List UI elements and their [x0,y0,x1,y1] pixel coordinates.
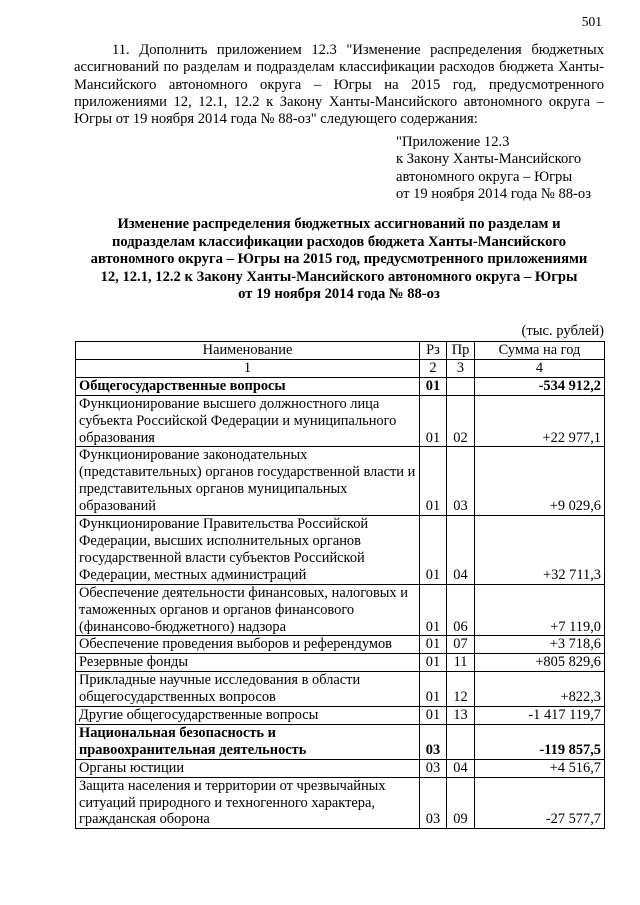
table-header-row [76,342,605,360]
row-name-cell: Защита населения и территории от чрезвычайных ситуаций природного и техногенного характера, гражданская оборона [76,777,420,829]
row-sum-cell: +22 977,1 [475,395,605,447]
row-name-cell: Функционирование Правительства Российской Федерации, высших исполнительных органов государственной власти субъектов Российской Федерации, местных администраций [76,516,420,585]
header-sum: Сумма на год [475,342,605,360]
row-pr-cell [447,724,475,759]
row-rz-cell: 01 [420,377,447,395]
row-name-cell: Функционирование законодательных (представительных) органов государственной власти и представительных органов муниципальных образований [76,447,420,516]
table-row [76,724,605,759]
table-row [76,759,605,777]
row-rz-cell: 01 [420,395,447,447]
table-row [76,654,605,672]
row-rz-cell: 03 [420,777,447,829]
row-pr-cell: 03 [447,447,475,516]
col-number-1: 1 [76,359,420,377]
row-rz-cell: 01 [420,447,447,516]
row-pr-cell: 12 [447,672,475,707]
table-row [76,672,605,707]
row-sum-cell: -534 912,2 [475,377,605,395]
table-row [76,516,605,585]
title-line-3: автономного округа – Югры на 2015 год, предусмотренного приложениями [90,251,588,268]
row-pr-cell: 06 [447,584,475,636]
row-pr-cell: 04 [447,759,475,777]
row-rz-cell: 03 [420,724,447,759]
appendix-line-3: автономного округа – Югры [396,168,573,185]
intro-text: 11. Дополнить приложением 12.3 "Изменение распределения бюджетных ассигнований по разделам и подразделам классификации расходов бюджета Ханты-Мансийского автономного округа – Югры на 2015 год, предусмотренного приложениями 12, 12.1, 12.2 к Закону Ханты-Мансийского автономного округа – Югры от 19 ноября 2014 года № 88-оз" следующего содержания: [74,42,604,128]
row-pr-cell [447,377,475,395]
row-name-cell: Органы юстиции [76,759,420,777]
row-name-cell: Другие общегосударственные вопросы [76,707,420,725]
header-rz: Рз [420,342,447,360]
header-pr: Пр [447,342,475,360]
row-sum-cell: +805 829,6 [475,654,605,672]
row-name-cell: Прикладные научные исследования в области общегосударственных вопросов [76,672,420,707]
row-sum-cell: -1 417 119,7 [475,707,605,725]
appendix-reference [396,134,606,203]
row-sum-cell: +9 029,6 [475,447,605,516]
col-number-2: 2 [420,359,447,377]
row-rz-cell: 01 [420,654,447,672]
row-sum-cell: +7 119,0 [475,584,605,636]
row-name-cell: Обеспечение проведения выборов и референдумов [76,636,420,654]
col-number-3: 3 [447,359,475,377]
table-column-number-row [76,359,605,377]
document-title [74,216,604,304]
appendix-line-4: от 19 ноября 2014 года № 88-оз [396,185,591,202]
appendix-line-2: к Закону Ханты-Мансийского [396,151,582,168]
intro-paragraph [74,42,604,128]
table-row [76,377,605,395]
appendix-line-1: "Приложение 12.3 [396,134,510,150]
table-row [76,636,605,654]
col-number-4: 4 [475,359,605,377]
row-sum-cell: -119 857,5 [475,724,605,759]
table-row [76,395,605,447]
row-rz-cell: 03 [420,759,447,777]
row-pr-cell: 13 [447,707,475,725]
row-name-cell: Функционирование высшего должностного лица субъекта Российской Федерации и муниципального образования [76,395,420,447]
row-name-cell: Обеспечение деятельности финансовых, налоговых и таможенных органов и органов финансового (финансово-бюджетного) надзора [76,584,420,636]
title-line-2: подразделам классификации расходов бюджета Ханты-Мансийского [111,233,567,250]
title-line-4: 12, 12.1, 12.2 к Закону Ханты-Мансийского автономного округа – Югры [100,268,578,285]
row-rz-cell: 01 [420,636,447,654]
budget-table [75,341,605,829]
table-row [76,707,605,725]
row-name-cell: Национальная безопасность и правоохранительная деятельность [76,724,420,759]
row-pr-cell: 02 [447,395,475,447]
row-rz-cell: 01 [420,516,447,585]
row-pr-cell: 07 [447,636,475,654]
table-row [76,447,605,516]
table-row [76,777,605,829]
title-line-5: от 19 ноября 2014 года № 88-оз [238,286,440,303]
units-label: (тыс. рублей) [521,323,604,339]
row-rz-cell: 01 [420,672,447,707]
table-row [76,584,605,636]
row-rz-cell: 01 [420,707,447,725]
header-name: Наименование [76,342,420,360]
row-sum-cell: +3 718,6 [475,636,605,654]
row-pr-cell: 11 [447,654,475,672]
row-name-cell: Общегосударственные вопросы [76,377,420,395]
row-pr-cell: 09 [447,777,475,829]
row-name-cell: Резервные фонды [76,654,420,672]
title-line-1: Изменение распределения бюджетных ассигнований по разделам и [117,216,561,232]
page-number: 501 [581,14,602,29]
row-sum-cell: +822,3 [475,672,605,707]
row-pr-cell: 04 [447,516,475,585]
row-rz-cell: 01 [420,584,447,636]
row-sum-cell: +4 516,7 [475,759,605,777]
row-sum-cell: -27 577,7 [475,777,605,829]
row-sum-cell: +32 711,3 [475,516,605,585]
